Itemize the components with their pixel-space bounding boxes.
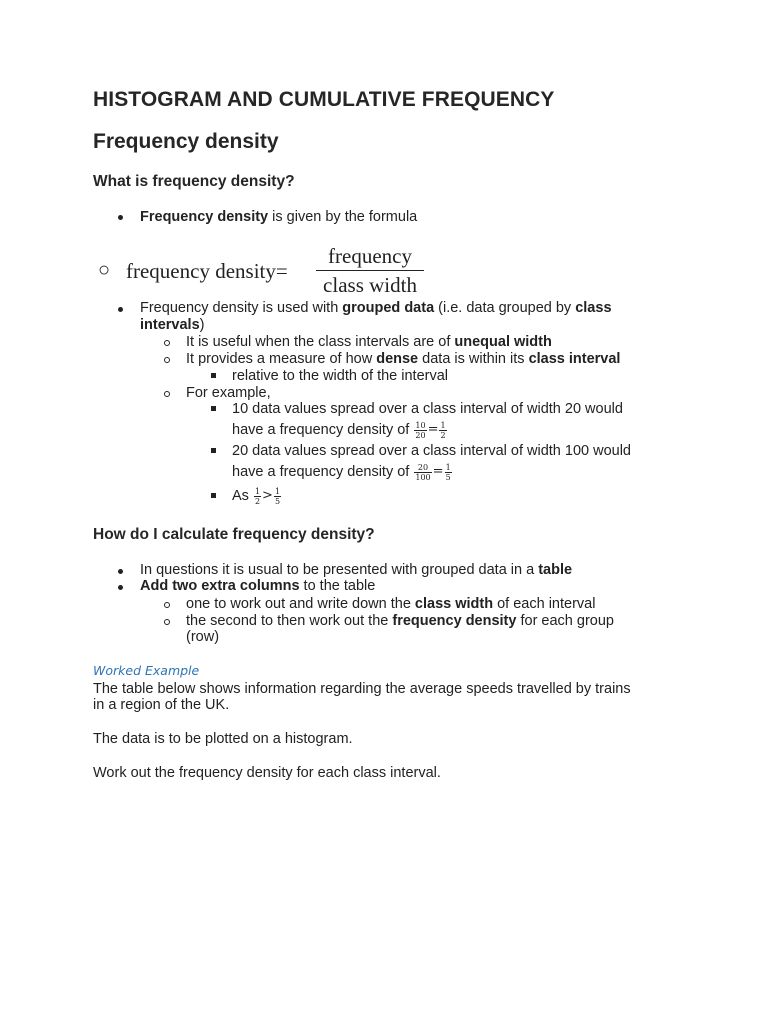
section-title: Frequency density — [93, 130, 279, 153]
text-span: (i.e. data grouped by — [434, 300, 576, 316]
circle-bullet-icon — [164, 340, 170, 346]
bullet-disc-icon — [118, 569, 123, 574]
example1-line2 — [232, 418, 448, 442]
text-span: of each interval — [493, 596, 596, 612]
formula-numerator: frequency — [316, 242, 424, 271]
text-span: It provides a measure of how — [186, 351, 377, 367]
fraction-denominator: 5 — [274, 496, 281, 506]
greater-than-sign: > — [262, 488, 273, 504]
fraction — [274, 487, 281, 506]
worked-example-para2: The data is to be plotted on a histogram. — [93, 731, 353, 747]
example2-line1: 20 data values spread over a class interval of width 100 would — [232, 443, 631, 459]
bullet-extra-columns — [140, 578, 375, 595]
example3-line — [232, 484, 282, 508]
fraction — [445, 463, 452, 482]
formula-lhs — [126, 259, 288, 284]
fraction-numerator: 10 — [415, 420, 426, 430]
sub-bullet-dense — [186, 351, 620, 368]
sub-bullet-frequency-density — [186, 613, 614, 630]
bold-term: frequency density — [392, 613, 517, 629]
page-title: HISTOGRAM AND CUMULATIVE FREQUENCY — [93, 88, 555, 111]
circle-bullet-icon — [164, 602, 170, 608]
circle-bullet-icon — [164, 619, 170, 625]
fraction-denominator: 20 — [415, 430, 426, 440]
circle-bullet-icon — [164, 391, 170, 397]
text-span: data is within its — [418, 351, 529, 367]
circle-bullet-icon: ○ — [98, 259, 111, 281]
sub-bullet-for-example: For example, — [186, 385, 271, 401]
fraction-denominator: 2 — [440, 430, 446, 440]
worked-example-label: Worked Example — [93, 663, 200, 678]
square-bullet-icon — [211, 493, 216, 498]
formula-lhs-text: frequency density — [126, 259, 276, 283]
bullet-disc-icon — [118, 215, 123, 220]
bold-term: class — [575, 300, 612, 316]
square-bullet-icon — [211, 448, 216, 453]
example1-line1: 10 data values spread over a class interval of width 20 would — [232, 401, 623, 417]
formula-fraction — [316, 242, 424, 299]
text-span: ) — [199, 317, 205, 333]
text-span: one to work out and write down the — [186, 596, 415, 612]
bold-term: table — [538, 562, 573, 578]
fraction-denominator: 2 — [254, 496, 261, 506]
fraction-numerator: 20 — [414, 463, 431, 473]
fraction — [439, 421, 446, 440]
fraction-denominator: 5 — [445, 472, 451, 482]
square-bullet-icon — [211, 406, 216, 411]
bold-term: dense — [376, 351, 419, 367]
sub-bullet-frequency-density-line2: (row) — [186, 629, 220, 645]
text-span: It is useful when the class intervals are of — [186, 334, 455, 350]
text-span: the second to then work out the — [186, 613, 393, 629]
text-span: have a frequency density of — [232, 464, 414, 480]
fraction — [414, 421, 426, 440]
bold-term: grouped data — [342, 300, 435, 316]
sub-bullet-class-width — [186, 596, 595, 613]
bold-term: unequal width — [454, 334, 552, 350]
bold-term: class width — [414, 596, 494, 612]
section1-heading: What is frequency density? — [93, 173, 295, 190]
square-bullet-icon — [211, 373, 216, 378]
sub-bullet-unequal-width — [186, 334, 552, 351]
bullet-frequency-density — [140, 209, 417, 226]
fraction-numerator: 1 — [440, 420, 446, 430]
equals-sign: = — [432, 464, 444, 480]
text-span: to the table — [299, 578, 376, 594]
text-span: In questions it is usual to be presented with grouped data in a — [140, 562, 539, 578]
bold-term: Frequency density — [140, 209, 269, 225]
example2-line2 — [232, 460, 453, 484]
bold-term: class interval — [528, 351, 621, 367]
fraction — [414, 463, 431, 482]
worked-example-para3: Work out the frequency density for each class interval. — [93, 765, 441, 781]
text-span: have a frequency density of — [232, 422, 414, 438]
text-span: is given by the formula — [268, 209, 418, 225]
equals-sign: = — [427, 422, 439, 438]
fraction-numerator: 1 — [254, 486, 261, 496]
bullet-grouped-data-line2 — [140, 317, 205, 334]
text-span: for each group — [516, 613, 614, 629]
worked-example-para1-line1: The table below shows information regarding the average speeds travelled by trains — [93, 681, 631, 697]
fraction — [254, 487, 261, 506]
bullet-table — [140, 562, 572, 579]
fraction-denominator: 100 — [415, 472, 431, 482]
bullet-grouped-data — [140, 300, 612, 317]
worked-example-para1-line2: in a region of the UK. — [93, 697, 230, 713]
bold-term: intervals — [140, 317, 200, 333]
text-span: As — [232, 488, 253, 504]
bold-term: Add two extra columns — [140, 578, 300, 594]
bullet-disc-icon — [118, 307, 123, 312]
fraction-numerator: 1 — [445, 462, 451, 472]
circle-bullet-icon — [164, 357, 170, 363]
section2-heading: How do I calculate frequency density? — [93, 526, 375, 543]
formula-equals: = — [275, 259, 288, 283]
bullet-disc-icon — [118, 585, 123, 590]
fraction-numerator: 1 — [274, 486, 281, 496]
text-span: Frequency density is used with — [140, 300, 343, 316]
sub-sub-bullet-relative: relative to the width of the interval — [232, 368, 449, 384]
formula-denominator: class width — [323, 273, 417, 297]
